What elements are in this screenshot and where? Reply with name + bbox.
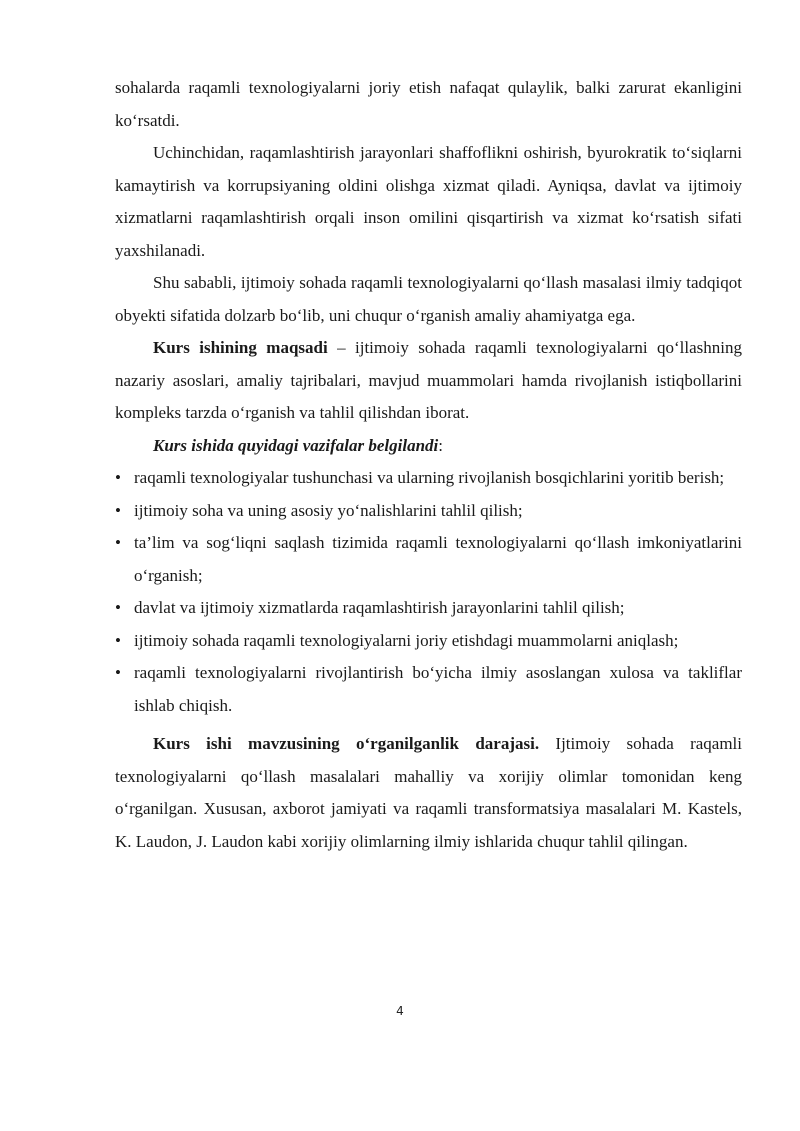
study-heading: Kurs ishi mavzusining o‘rganilganlik darajasi. bbox=[153, 734, 540, 753]
list-item bbox=[115, 462, 742, 495]
tasks-colon: : bbox=[438, 435, 443, 455]
bullet-icon: • bbox=[115, 663, 121, 682]
tasks-heading: Kurs ishida quyidagi vazifalar belgilandi bbox=[153, 435, 439, 455]
goal-text: – ijtimoiy sohada raqamli texnologiyalarni qo‘llashning nazariy asoslari, amaliy tajribalari, mavjud muammolari hamda rivojlanish istiqbollarini kompleks tarzda o‘rganish va tahlil qilishdan iborat. bbox=[115, 338, 742, 422]
study-text: Ijtimoiy sohada raqamli texnologiyalarni qo‘llash masalalari mahalliy va xorijiy olimlar tomonidan keng o‘rganilgan. Xususan, axborot jamiyati va raqamli transformatsiya masalalari M. Kastels, K. Laudon, J. Laudon kabi xorijiy olimlarning ilmiy ishlarida chuqur tahlil qilingan. bbox=[115, 734, 743, 851]
bullet-icon: • bbox=[115, 500, 121, 520]
list-item-text: davlat va ijtimoiy xizmatlarda raqamlashtirish jarayonlarini tahlil qilish; bbox=[134, 598, 625, 617]
paragraph-therefore: Shu sababli, ijtimoiy sohada raqamli texnologiyalarni qo‘llash masalasi ilmiy tadqiqot obyekti sifatida dolzarb bo‘lib, uni chuqur o‘rganish amaliy ahamiyatga ega. bbox=[115, 273, 742, 325]
bullet-icon: • bbox=[115, 468, 121, 487]
list-item bbox=[115, 495, 742, 528]
bullet-icon: • bbox=[115, 630, 121, 650]
tasks-list bbox=[115, 462, 742, 722]
bullet-icon: • bbox=[115, 533, 121, 552]
paragraph-thirdly: Uchinchidan, raqamlashtirish jarayonlari shaffoflikni oshirish, byurokratik to‘siqlarni kamaytirish va korrupsiyaning oldini olishga xizmat qiladi. Ayniqsa, davlat va ijtimoiy xizmatlarni raqamlashtirish orqali inson omilini qisqartirish va xizmat ko‘rsatish sifati yaxshilanadi. bbox=[115, 143, 742, 260]
list-item-text: ta’lim va sog‘liqni saqlash tizimida raqamli texnologiyalarni qo‘llash imkoniyatlarini o‘rganish; bbox=[134, 533, 742, 585]
list-item bbox=[115, 592, 742, 625]
list-item-text: raqamli texnologiyalarni rivojlantirish bo‘yicha ilmiy asoslangan xulosa va takliflar ishlab chiqish. bbox=[134, 663, 742, 715]
list-item-text: raqamli texnologiyalar tushunchasi va ularning rivojlanish bosqichlarini yoritib berish; bbox=[134, 468, 725, 487]
list-item bbox=[115, 527, 742, 592]
paragraph-tasks-intro bbox=[115, 430, 742, 463]
goal-heading: Kurs ishining maqsadi bbox=[153, 338, 328, 357]
bullet-icon: • bbox=[115, 598, 121, 617]
list-item bbox=[115, 657, 742, 722]
list-item-text: ijtimoiy sohada raqamli texnologiyalarni joriy etishdagi muammolarni aniqlash; bbox=[134, 630, 679, 650]
paragraph-study-level bbox=[115, 728, 742, 858]
list-item bbox=[115, 625, 742, 658]
list-item-text: ijtimoiy soha va uning asosiy yo‘nalishlarini tahlil qilish; bbox=[134, 500, 523, 520]
document-page bbox=[115, 72, 742, 858]
paragraph-goal bbox=[115, 332, 742, 430]
paragraph-continuation: sohalarda raqamli texnologiyalarni joriy etish nafaqat qulaylik, balki zarurat ekanligini ko‘rsatdi. bbox=[115, 78, 742, 130]
page-number: 4 bbox=[396, 1004, 404, 1018]
